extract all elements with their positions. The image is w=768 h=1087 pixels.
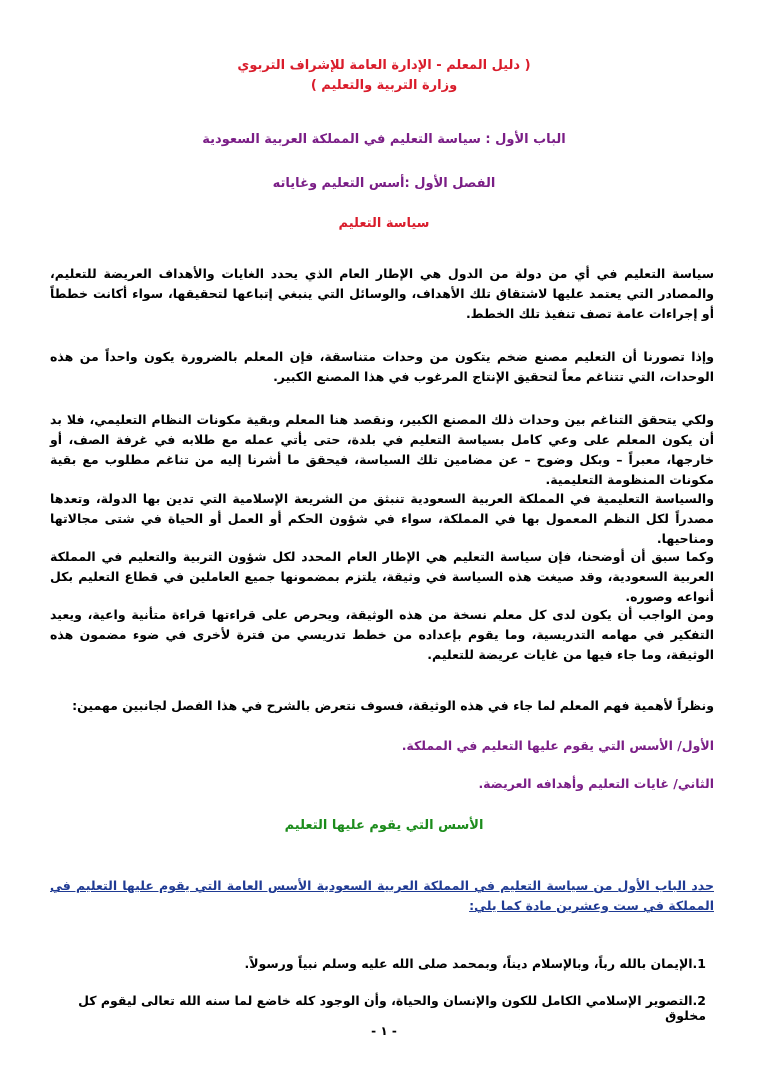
list-item: 1.الإيمان بالله رباً، وبالإسلام ديناً، وبمحمد صلى الله عليه وسلم نبياً ورسولاً.: [244, 956, 706, 971]
paragraph-6: ومن الواجب أن يكون لدى كل معلم نسخة من هذه الوثيقة، ويحرص على قراءتها قراءة متأنية واعية، ويعيد التفكير في مهامه التدريسية، وما يقوم بإعداده من خطط تدريسي من فترة لأخرى في ضوء مضمون هذه الوثيقة، وما جاء فيها من غايات عريضة للتعليم.: [50, 607, 714, 662]
foundations-intro: حدد الباب الأول من سياسة التعليم في المملكة العربية السعودية الأسس العامة التي يقوم عليها التعليم في المملكة في ست وعشرين مادة كما يلي:: [50, 878, 714, 913]
list-item: 2.التصوير الإسلامي الكامل للكون والإنسان والحياة، وأن الوجود كله خاضع لما سنه الله تعالى ليقوم كل مخلوق: [78, 993, 706, 1023]
paragraph-1: سياسة التعليم في أي من دولة من الدول هي الإطار العام الذي يحدد الغايات والأهداف العريضة للتعليم، والمصادر التي يعتمد عليها لاشتقاق تلك الأهداف، والوسائل التي ينبغي إتباعها لتحقيقها، سواء أكانت خططاً أو إجراءات عامة تصف تنفيذ تلك الخطط.: [50, 266, 714, 321]
foundations-title: الأسس التي يقوم عليها التعليم: [284, 818, 484, 833]
section-title: الفصل الأول :أسس التعليم وغاياته: [272, 176, 496, 191]
paragraph-2: وإذا تصورنا أن التعليم مصنع ضخم يتكون من وحدات متناسقة، فإن المعلم بالضرورة يكون واحداً من هذه الوحدات، التي تتناغم معاً لتحقيق الإنتاج المرغوب في هذا المصنع الكبير.: [50, 349, 714, 384]
header-line-1: ( دليل المعلم - الإدارة العامة للإشراف التربوي: [237, 58, 531, 73]
paragraph-4: والسياسة التعليمية في المملكة العربية السعودية تنبثق من الشريعة الإسلامية التي تدين بها الدولة، وتعدها مصدراً لكل النظم المعمول بها في المملكة، سواء في شؤون الحكم أو العمل أو الحياة في شتى مجالاتها ومناحيها.: [50, 491, 714, 546]
subsection-title: سياسة التعليم: [338, 216, 430, 231]
paragraph-5: وكما سبق أن أوضحنا، فإن سياسة التعليم هي الإطار العام المحدد لكل شؤون التربية والتعليم في المملكة العربية السعودية، وقد صيغت هذه السياسة في وثيقة، يلتزم بمضمونها جميع العاملين في قطاع التعليم بكل أنواعه وصوره.: [50, 549, 714, 604]
paragraph-7: ونظراً لأهمية فهم المعلم لما جاء في هذه الوثيقة، فسوف نتعرض بالشرح في هذا الفصل لجانبين مهمين:: [72, 698, 714, 713]
chapter-title: الباب الأول : سياسة التعليم في المملكة العربية السعودية: [202, 132, 566, 147]
header-line-2: وزارة التربية والتعليم ): [310, 78, 458, 93]
aspect-second: الثاني/ غايات التعليم وأهدافه العريضة.: [478, 776, 714, 791]
page-number: - ١ -: [371, 1024, 397, 1038]
paragraph-3: ولكي يتحقق التناغم بين وحدات ذلك المصنع الكبير، ونقصد هنا المعلم وبقية مكونات النظام التعليمي، فلا بد أن يكون المعلم على وعي كامل بسياسة التعليم في بلدة، حتى يأتي عمله مع طلابه في غرفة الصف، أو خارجها، معبراً – وبكل وضوح – عن مضامين تلك السياسة، فيحقق ما أشرنا إليه من تناغم مطلوب مع بقية مكونات المنظومة التعليمية.: [50, 412, 714, 487]
aspect-first: الأول/ الأسس التي يقوم عليها التعليم في المملكة.: [401, 738, 714, 753]
